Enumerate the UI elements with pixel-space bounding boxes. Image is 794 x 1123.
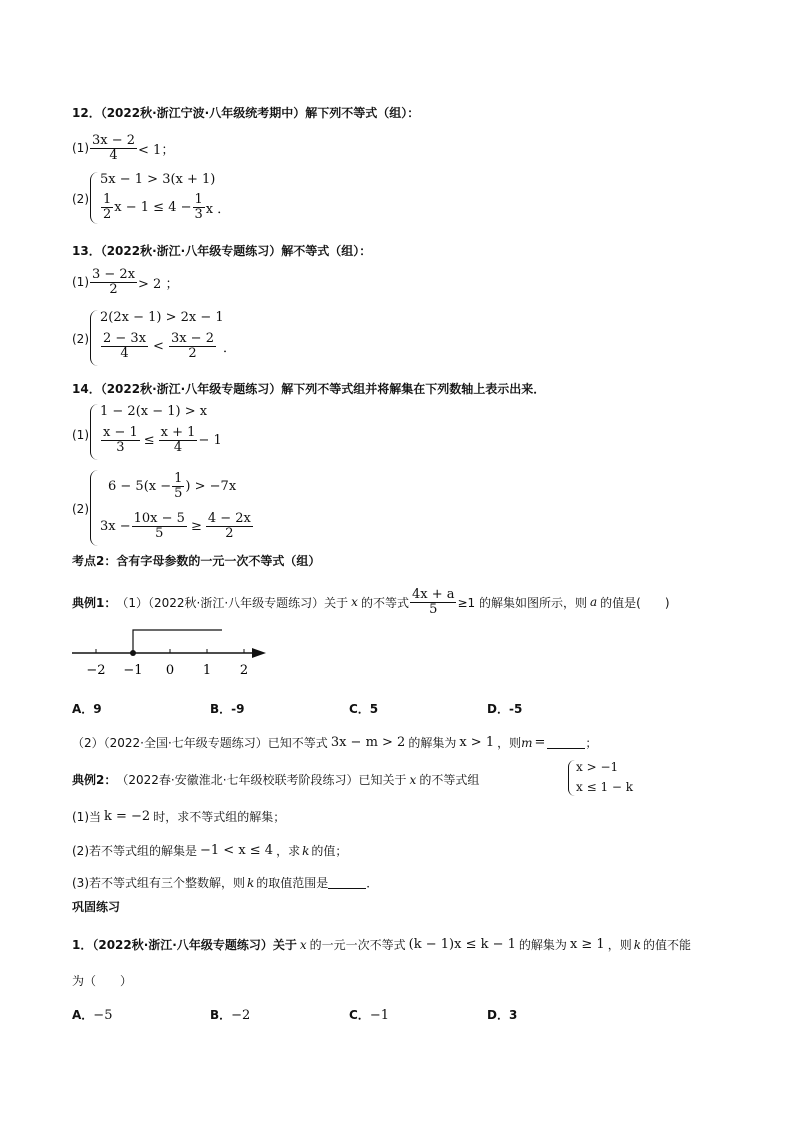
q13-p2-frac1: $\frac{2 - 3x}{4}$ — [103, 331, 147, 361]
p1-text-d: ，则 — [607, 938, 632, 952]
ex2-q3-text: (3)若不等式组有三个整数解，则 — [72, 876, 245, 890]
q14-p1-line2 — [100, 426, 222, 454]
p1-option-d[interactable]: D．3 — [487, 1008, 518, 1022]
ex1-option-c[interactable]: C．5 — [349, 702, 379, 716]
ex1-text-b: 的不等式 — [360, 595, 409, 610]
ex1-2-sol: x > 1 — [459, 735, 495, 750]
q13-p2-frac2: $\frac{3x - 2}{2}$ — [170, 331, 214, 361]
p1-option-a[interactable]: A．−5 — [72, 1008, 113, 1023]
q12-p2-label: (2) — [72, 192, 89, 206]
q14-p1-frac2: $\frac{x + 1}{4}$ — [160, 425, 196, 455]
ex1-2-text-b: 的解集为 — [408, 736, 457, 750]
number-line-tick-label: 0 — [165, 663, 175, 678]
ex1-line — [72, 588, 670, 616]
number-line — [70, 622, 270, 682]
q13-p1-fraction: $\frac{3 - 2x}{2}$ — [92, 267, 136, 297]
section-kaodian2-title: 考点2：含有字母参数的一元一次不等式（组） — [72, 554, 321, 568]
ex1-2-text-a: （2）（2022·全国·七年级专题练习）已知不等式 — [72, 736, 328, 750]
ex1-option-d[interactable]: D．-5 — [487, 702, 523, 716]
q12-p2-frac2: $\frac{1}{3}$ — [194, 192, 203, 222]
q13-p2-line2 — [100, 332, 236, 360]
ex2-q3-var: k — [247, 875, 255, 890]
p1-text-e: 的值不能 — [643, 938, 692, 952]
number-line-tick-label: −2 — [86, 663, 106, 678]
q13-p1-tail: > 2 ； — [138, 276, 179, 292]
q13-header: 13．（2022秋·浙江·八年级专题练习）解不等式（组）： — [72, 244, 372, 258]
p1-expr: (k − 1)x ≤ k − 1 — [408, 937, 516, 952]
ex2-q3 — [72, 874, 378, 891]
ex1-2-expr: 3x − m > 2 — [330, 735, 406, 750]
p1-text-b: 的一元一次不等式 — [309, 938, 406, 952]
q13-p1-label: (1) — [72, 275, 89, 290]
ex2-q1-expr: k = −2 — [104, 809, 151, 824]
p1-option-b[interactable]: B．−2 — [210, 1008, 251, 1023]
solution-endpoint-dot — [130, 650, 136, 656]
q12-p2-frac1: $\frac{1}{2}$ — [103, 192, 112, 222]
ex1-2-answer-blank[interactable] — [547, 736, 585, 749]
ex1-option-a[interactable]: A．9 — [72, 702, 102, 716]
ex1-text-a: （1）（2022秋·浙江·八年级专题练习）关于 — [116, 595, 349, 610]
number-line-tick-label: −1 — [123, 663, 143, 678]
q12-p1-fraction: $\frac{3x - 2}{4}$ — [92, 133, 136, 163]
ex1-var-x: x — [351, 595, 358, 610]
ex2-q2-expr: −1 < x ≤ 4 — [200, 843, 274, 858]
q12-p2-brace — [90, 172, 99, 224]
q13-p2-label: (2) — [72, 332, 89, 346]
ex2-q2-tail: 的值； — [311, 844, 348, 858]
q13-p2-tail: ． — [222, 340, 236, 356]
q12-p1-label: (1) — [72, 141, 89, 156]
q13-p2-line1: 2(2x − 1) > 2x − 1 — [100, 310, 224, 325]
ex2-q3-end: ． — [366, 876, 379, 890]
q14-p1-label: (1) — [72, 428, 89, 442]
p1-var-x: x — [299, 937, 307, 952]
q14-p1-line1: 1 − 2(x − 1) > x — [100, 404, 208, 419]
ex1-2-line — [72, 734, 597, 751]
ex2-q1-tail: 时，求不等式组的解集； — [153, 810, 286, 824]
p1-line2: 为（ ） — [72, 974, 133, 988]
q12-p2-mid: x − 1 ≤ 4 − — [114, 199, 192, 215]
ex2-q2-text: (2)若不等式组的解集是 — [72, 844, 197, 858]
ex2-q2-mid: ，求 — [276, 844, 301, 858]
q14-header: 14．（2022秋·浙江·八年级专题练习）解下列不等式组并将解集在下列数轴上表示出来． — [72, 382, 546, 396]
ex1-2-text-e: ； — [585, 736, 598, 750]
number-line-arrow — [252, 648, 266, 658]
practice-title: 巩固练习 — [72, 900, 121, 914]
q14-p1-brace — [90, 404, 99, 460]
ex1-option-b[interactable]: B．-9 — [210, 702, 245, 716]
ex1-2-var-m: m — [521, 735, 533, 750]
ex1-2-eq: = — [534, 735, 546, 750]
q13-p2-brace — [90, 310, 99, 366]
q12-p2-tail: x ． — [205, 201, 231, 217]
ex2-q2-var: k — [302, 843, 310, 858]
ex2-q3-answer-blank[interactable] — [328, 876, 366, 889]
ex1-var-a: a — [590, 595, 598, 610]
ex1-2-text-c: ，则 — [497, 736, 522, 750]
q12-p2-line2 — [100, 193, 230, 221]
q14-p2-brace — [90, 470, 99, 546]
p1-sol: x ≥ 1 — [569, 937, 605, 952]
ex2-system-brace — [568, 760, 575, 796]
q14-p2-line2 — [100, 512, 254, 540]
q14-p2-d: ≥ — [190, 518, 202, 534]
ex2-q2 — [72, 842, 347, 859]
q12-p2-line1: 5x − 1 > 3(x + 1) — [100, 172, 216, 187]
number-line-tick-label: 1 — [202, 663, 212, 678]
ex2-text: （2022春·安徽淮北·七年级校联考阶段练习）已知关于 — [116, 773, 407, 787]
q13-p2-mid: < — [153, 338, 164, 354]
q14-p2-frac-d: $\frac{4 - 2x}{2}$ — [207, 511, 251, 541]
q14-p2-frac-c: $\frac{10x - 5}{5}$ — [133, 511, 185, 541]
ex2-sys2: x ≤ 1 − k — [576, 780, 634, 794]
q14-p1-tail: − 1 — [198, 432, 222, 448]
p1-text-a: 1．（2022秋·浙江·八年级专题练习）关于 — [72, 938, 297, 952]
ex1-text-d: 的值是( ) — [600, 595, 670, 610]
number-line-tick-label: 2 — [239, 663, 249, 678]
ex2-prefix: 典例2： — [72, 773, 117, 787]
q12-part1 — [72, 134, 174, 162]
ex1-fraction: $\frac{4x + a}{5}$ — [411, 587, 455, 617]
p1-text-c: 的解集为 — [518, 938, 567, 952]
p1-var-k: k — [633, 937, 641, 952]
solution-bracket — [133, 630, 222, 653]
q14-p2-line1 — [108, 472, 236, 500]
ex1-text-c: ≥1 的解集如图所示，则 — [457, 595, 587, 610]
q14-p2-c: 3x − — [100, 518, 131, 534]
q14-p2-b: ) > −7x — [185, 478, 237, 494]
ex2-line — [72, 771, 479, 788]
ex2-q3-tail: 的取值范围是 — [256, 876, 329, 890]
ex2-q1-text: (1)当 — [72, 810, 101, 824]
p1-line1 — [72, 936, 691, 953]
q14-p1-frac1: $\frac{x - 1}{3}$ — [103, 425, 138, 455]
ex2-text-b: 的不等式组 — [419, 773, 480, 787]
q14-p2-frac-a: $\frac{1}{5}$ — [174, 471, 183, 501]
ex2-q1 — [72, 808, 285, 825]
q12-header: 12．（2022秋·浙江宁波·八年级统考期中）解下列不等式（组）： — [72, 106, 420, 120]
q13-part1 — [72, 268, 178, 296]
p1-option-c[interactable]: C．−1 — [349, 1008, 389, 1023]
ex2-var-x: x — [409, 772, 417, 787]
q14-p2-a: 6 − 5(x − — [108, 478, 172, 494]
q14-p2-label: (2) — [72, 502, 89, 516]
q12-p1-tail: < 1； — [138, 142, 175, 158]
q14-p1-mid: ≤ — [143, 432, 155, 448]
ex2-sys1: x > −1 — [576, 760, 619, 774]
ex1-prefix: 典例1： — [72, 595, 117, 610]
